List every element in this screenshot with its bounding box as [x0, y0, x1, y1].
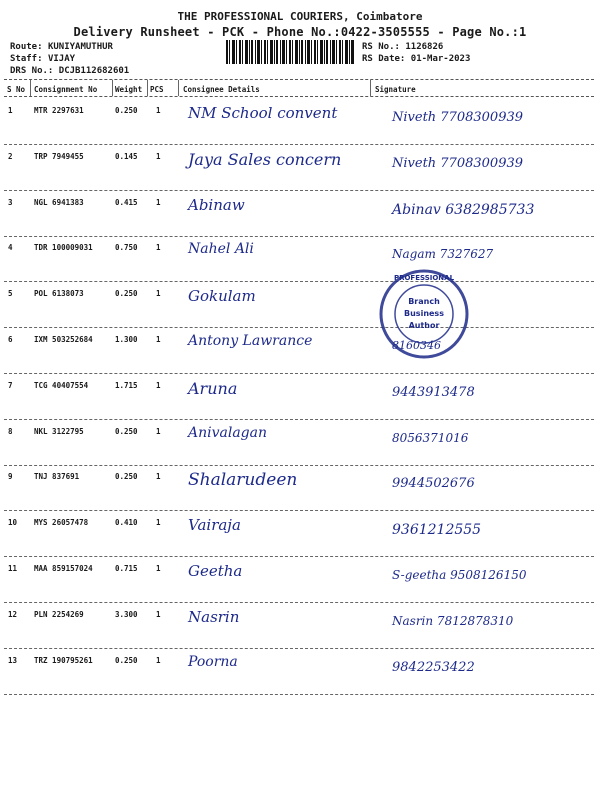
- row-sno: 8: [8, 426, 13, 436]
- row-consignee-handwritten: Aruna: [188, 378, 238, 398]
- col-divider: [112, 80, 113, 96]
- row-pcs: 1: [156, 197, 161, 207]
- row-weight: 0.750: [115, 243, 138, 253]
- stamp-line-1: Branch: [408, 297, 440, 306]
- stamp-line-2: Business: [404, 309, 444, 318]
- row-pcs: 1: [156, 564, 161, 573]
- col-signature-header: Signature: [375, 85, 416, 94]
- drs-value: DCJB112682601: [58, 66, 130, 76]
- row-sno: 6: [8, 335, 13, 344]
- row-sno: 11: [8, 564, 18, 573]
- header-top-rule: [4, 79, 594, 80]
- row-signature: Niveth 7708300939: [392, 110, 524, 125]
- staff-line: [10, 54, 75, 64]
- col-divider: [370, 80, 371, 96]
- row-weight: 0.250: [115, 472, 138, 482]
- row-sno: 1: [8, 106, 13, 115]
- row-pcs: 1: [156, 380, 161, 390]
- row-consignment-no: NGL 6941383: [34, 197, 84, 207]
- row-consignee-handwritten: Jaya Sales concern: [188, 149, 342, 169]
- table-row: [0, 421, 600, 467]
- row-sno: 7: [8, 380, 13, 390]
- route-value: KUNIYAMUTHUR: [47, 42, 113, 52]
- row-weight: 0.250: [115, 106, 138, 115]
- row-consignee-handwritten: Nasrin: [188, 607, 240, 626]
- row-consignment-no: IXM 503252684: [34, 335, 93, 344]
- stamp-ring-text: PROFESSIONAL: [393, 274, 455, 282]
- row-weight: 0.250: [115, 426, 138, 436]
- barcode: [226, 40, 354, 64]
- col-divider: [30, 80, 31, 96]
- table-row: [0, 237, 600, 283]
- drs-line: [10, 66, 129, 76]
- row-consignee-handwritten: Anivalagan: [188, 424, 268, 441]
- row-consignment-no: MAA 859157024: [34, 564, 93, 573]
- drs-label: DRS No.:: [10, 66, 54, 76]
- rs-date-label: RS Date:: [362, 54, 406, 64]
- row-consignment-no: PLN 2254269: [34, 609, 84, 619]
- row-consignment-no: MYS 26057478: [34, 518, 89, 528]
- row-consignment-no: NKL 3122795: [34, 426, 84, 436]
- row-sno: 9: [8, 472, 13, 482]
- table-row: [0, 100, 600, 146]
- row-consignee-handwritten: Poorna: [188, 653, 238, 670]
- col-sno-header: S No: [7, 85, 26, 94]
- row-pcs: 1: [156, 426, 161, 436]
- row-consignment-no: POL 6138073: [34, 289, 84, 299]
- row-consignment-no: MTR 2297631: [34, 106, 84, 115]
- row-consignment-no: TRZ 190795261: [34, 655, 93, 665]
- row-consignee-handwritten: NM School convent: [188, 104, 338, 122]
- row-signature: 9944502676: [392, 476, 475, 492]
- table-row: [0, 192, 600, 238]
- row-sno: 5: [8, 289, 13, 299]
- runsheet-title: Delivery Runsheet - PCK - Phone No.:0422-3505555 - Page No.:1: [73, 25, 527, 39]
- table-row: [0, 512, 600, 558]
- row-sno: 2: [8, 151, 13, 161]
- row-signature: Niveth 7708300939: [392, 155, 524, 171]
- col-weight-header: Weight: [115, 85, 143, 94]
- row-weight: 0.250: [115, 289, 138, 299]
- row-weight: 1.300: [115, 335, 138, 344]
- row-pcs: 1: [156, 243, 161, 253]
- row-signature: Nagam 7327627: [392, 247, 494, 262]
- row-pcs: 1: [156, 289, 161, 299]
- row-signature: 9842253422: [392, 659, 475, 675]
- row-consignee-handwritten: Vairaja: [188, 516, 241, 535]
- row-pcs: 1: [156, 518, 161, 528]
- col-consignee-header: Consignee Details: [183, 85, 260, 94]
- row-signature: 9443913478: [392, 384, 475, 400]
- staff-label: Staff:: [10, 54, 43, 64]
- table-row: [0, 375, 600, 421]
- table-row: [0, 558, 600, 604]
- branch-stamp: [378, 268, 470, 360]
- row-consignment-no: TRP 7949455: [34, 151, 84, 161]
- row-pcs: 1: [156, 106, 161, 115]
- table-row: [0, 466, 600, 512]
- col-pcs-header: PCS: [150, 85, 164, 94]
- row-pcs: 1: [156, 655, 161, 665]
- rs-date-value: 01-Mar-2023: [410, 54, 471, 64]
- row-weight: 0.250: [115, 655, 138, 665]
- table-row: [0, 146, 600, 192]
- row-weight: 0.415: [115, 197, 138, 207]
- row-consignee-handwritten: Gokulam: [188, 287, 256, 306]
- col-divider: [178, 80, 179, 96]
- route-label: Route:: [10, 42, 43, 52]
- table-row: [0, 283, 600, 329]
- rs-no-line: [362, 42, 443, 52]
- row-sno: 12: [8, 609, 18, 619]
- rs-no-value: 1126826: [405, 42, 444, 52]
- row-weight: 1.715: [115, 380, 138, 390]
- row-signature: S-geetha 9508126150: [392, 568, 527, 582]
- company-heading: THE PROFESSIONAL COURIERS, Coimbatore: [177, 10, 423, 23]
- row-signature: 9361212555: [392, 522, 482, 539]
- row-weight: 0.145: [115, 151, 138, 161]
- staff-value: VIJAY: [47, 54, 76, 64]
- row-weight: 3.300: [115, 609, 138, 619]
- row-consignment-no: TDR 100009031: [34, 243, 93, 253]
- row-consignment-no: TNJ 837691: [34, 472, 80, 482]
- row-consignee-handwritten: Antony Lawrance: [188, 333, 313, 349]
- row-sno: 3: [8, 197, 13, 207]
- route-line: [10, 42, 113, 52]
- row-consignee-handwritten: Abinaw: [188, 195, 245, 214]
- row-signature: Nasrin 7812878310: [392, 613, 514, 628]
- row-sno: 13: [8, 655, 18, 665]
- row-weight: 0.715: [115, 564, 138, 573]
- col-consignment-header: Consignment No: [34, 85, 98, 94]
- table-row: [0, 650, 600, 696]
- row-pcs: 1: [156, 472, 161, 482]
- row-pcs: 1: [156, 151, 161, 161]
- row-consignee-handwritten: Shalarudeen: [188, 470, 298, 491]
- table-row: [0, 604, 600, 650]
- row-divider: [4, 694, 594, 695]
- row-sno: 10: [8, 518, 18, 528]
- row-consignment-no: TCG 40407554: [34, 380, 89, 390]
- row-signature: 8160346: [392, 339, 441, 352]
- rs-date-line: [362, 54, 470, 64]
- header-bottom-rule: [4, 96, 594, 97]
- row-pcs: 1: [156, 335, 161, 344]
- row-consignee-handwritten: Nahel Ali: [188, 241, 254, 258]
- row-sno: 4: [8, 243, 13, 253]
- rs-no-label: RS No.:: [362, 42, 400, 52]
- row-weight: 0.410: [115, 518, 138, 528]
- table-row: [0, 329, 600, 375]
- stamp-line-3: Author: [408, 321, 440, 330]
- row-consignee-handwritten: Geetha: [188, 562, 243, 580]
- row-signature: Abinav 6382985733: [392, 201, 535, 218]
- col-divider: [147, 80, 148, 96]
- row-pcs: 1: [156, 609, 161, 619]
- row-signature: 8056371016: [392, 430, 469, 445]
